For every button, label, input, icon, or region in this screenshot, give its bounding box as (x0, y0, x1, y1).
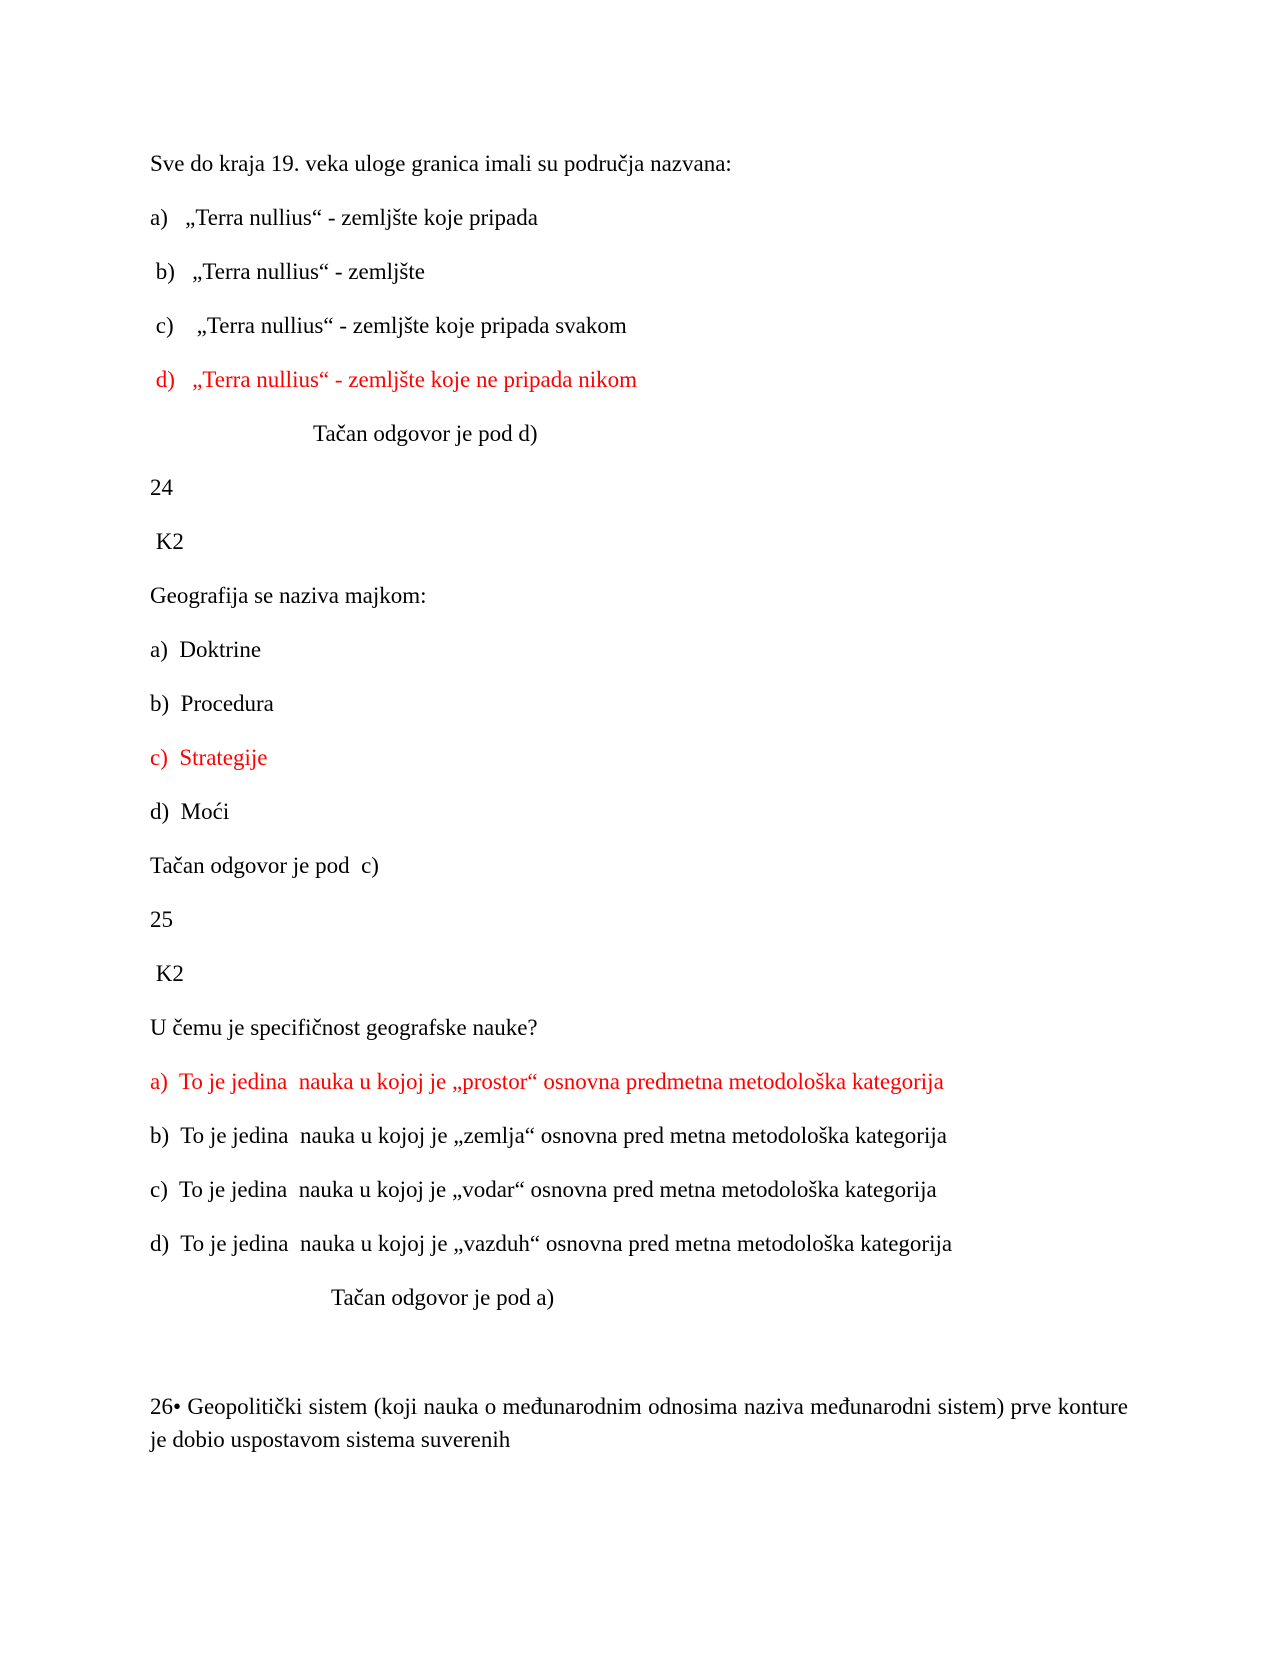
q24-answer: Tačan odgovor je pod c) (150, 853, 379, 878)
question-23-text: Sve do kraja 19. veka uloge granica imali su područja nazvana: (150, 151, 732, 176)
question-24-text: Geografija se naziva majkom: (150, 583, 427, 608)
q24-option-b: b) Procedura (150, 691, 274, 716)
q24-option-c-correct: c) Strategije (150, 745, 268, 770)
q23-option-b: b) „Terra nullius“ - zemljšte (150, 259, 425, 284)
q25-option-c: c) To je jedina nauka u kojoj je „vodar“ osnovna pred metna metodološka kategorija (150, 1177, 937, 1202)
question-25-text: U čemu je specifičnost geografske nauke? (150, 1015, 538, 1040)
q25-option-a-correct: a) To je jedina nauka u kojoj je „prostor“ osnovna predmetna metodološka kategorija (150, 1069, 944, 1094)
q23-answer: Tačan odgovor je pod d) (313, 421, 538, 446)
q25-level: K2 (150, 961, 184, 986)
q23-option-c: c) „Terra nullius“ - zemljšte koje pripada svakom (150, 313, 627, 338)
q24-option-d: d) Moći (150, 799, 230, 824)
q23-option-d-correct: d) „Terra nullius“ - zemljšte koje ne pripada nikom (150, 367, 637, 392)
q24-number: 24 (150, 475, 173, 500)
q24-option-a: a) Doktrine (150, 637, 262, 662)
q23-option-a: a) „Terra nullius“ - zemljšte koje pripada (150, 205, 538, 230)
q25-answer: Tačan odgovor je pod a) (331, 1285, 555, 1310)
q25-option-d: d) To je jedina nauka u kojoj je „vazduh“ osnovna pred metna metodološka kategorija (150, 1231, 953, 1256)
q26-paragraph: 26• Geopolitički sistem (koji nauka o međunarodnim odnosima naziva međunarodni sistem) prve konture je dobio uspostavom sistema suverenih (150, 1394, 1128, 1452)
q25-option-b: b) To je jedina nauka u kojoj je „zemlja“ osnovna pred metna metodološka kategorija (150, 1123, 947, 1148)
q25-number: 25 (150, 907, 173, 932)
q24-level: K2 (150, 529, 184, 554)
